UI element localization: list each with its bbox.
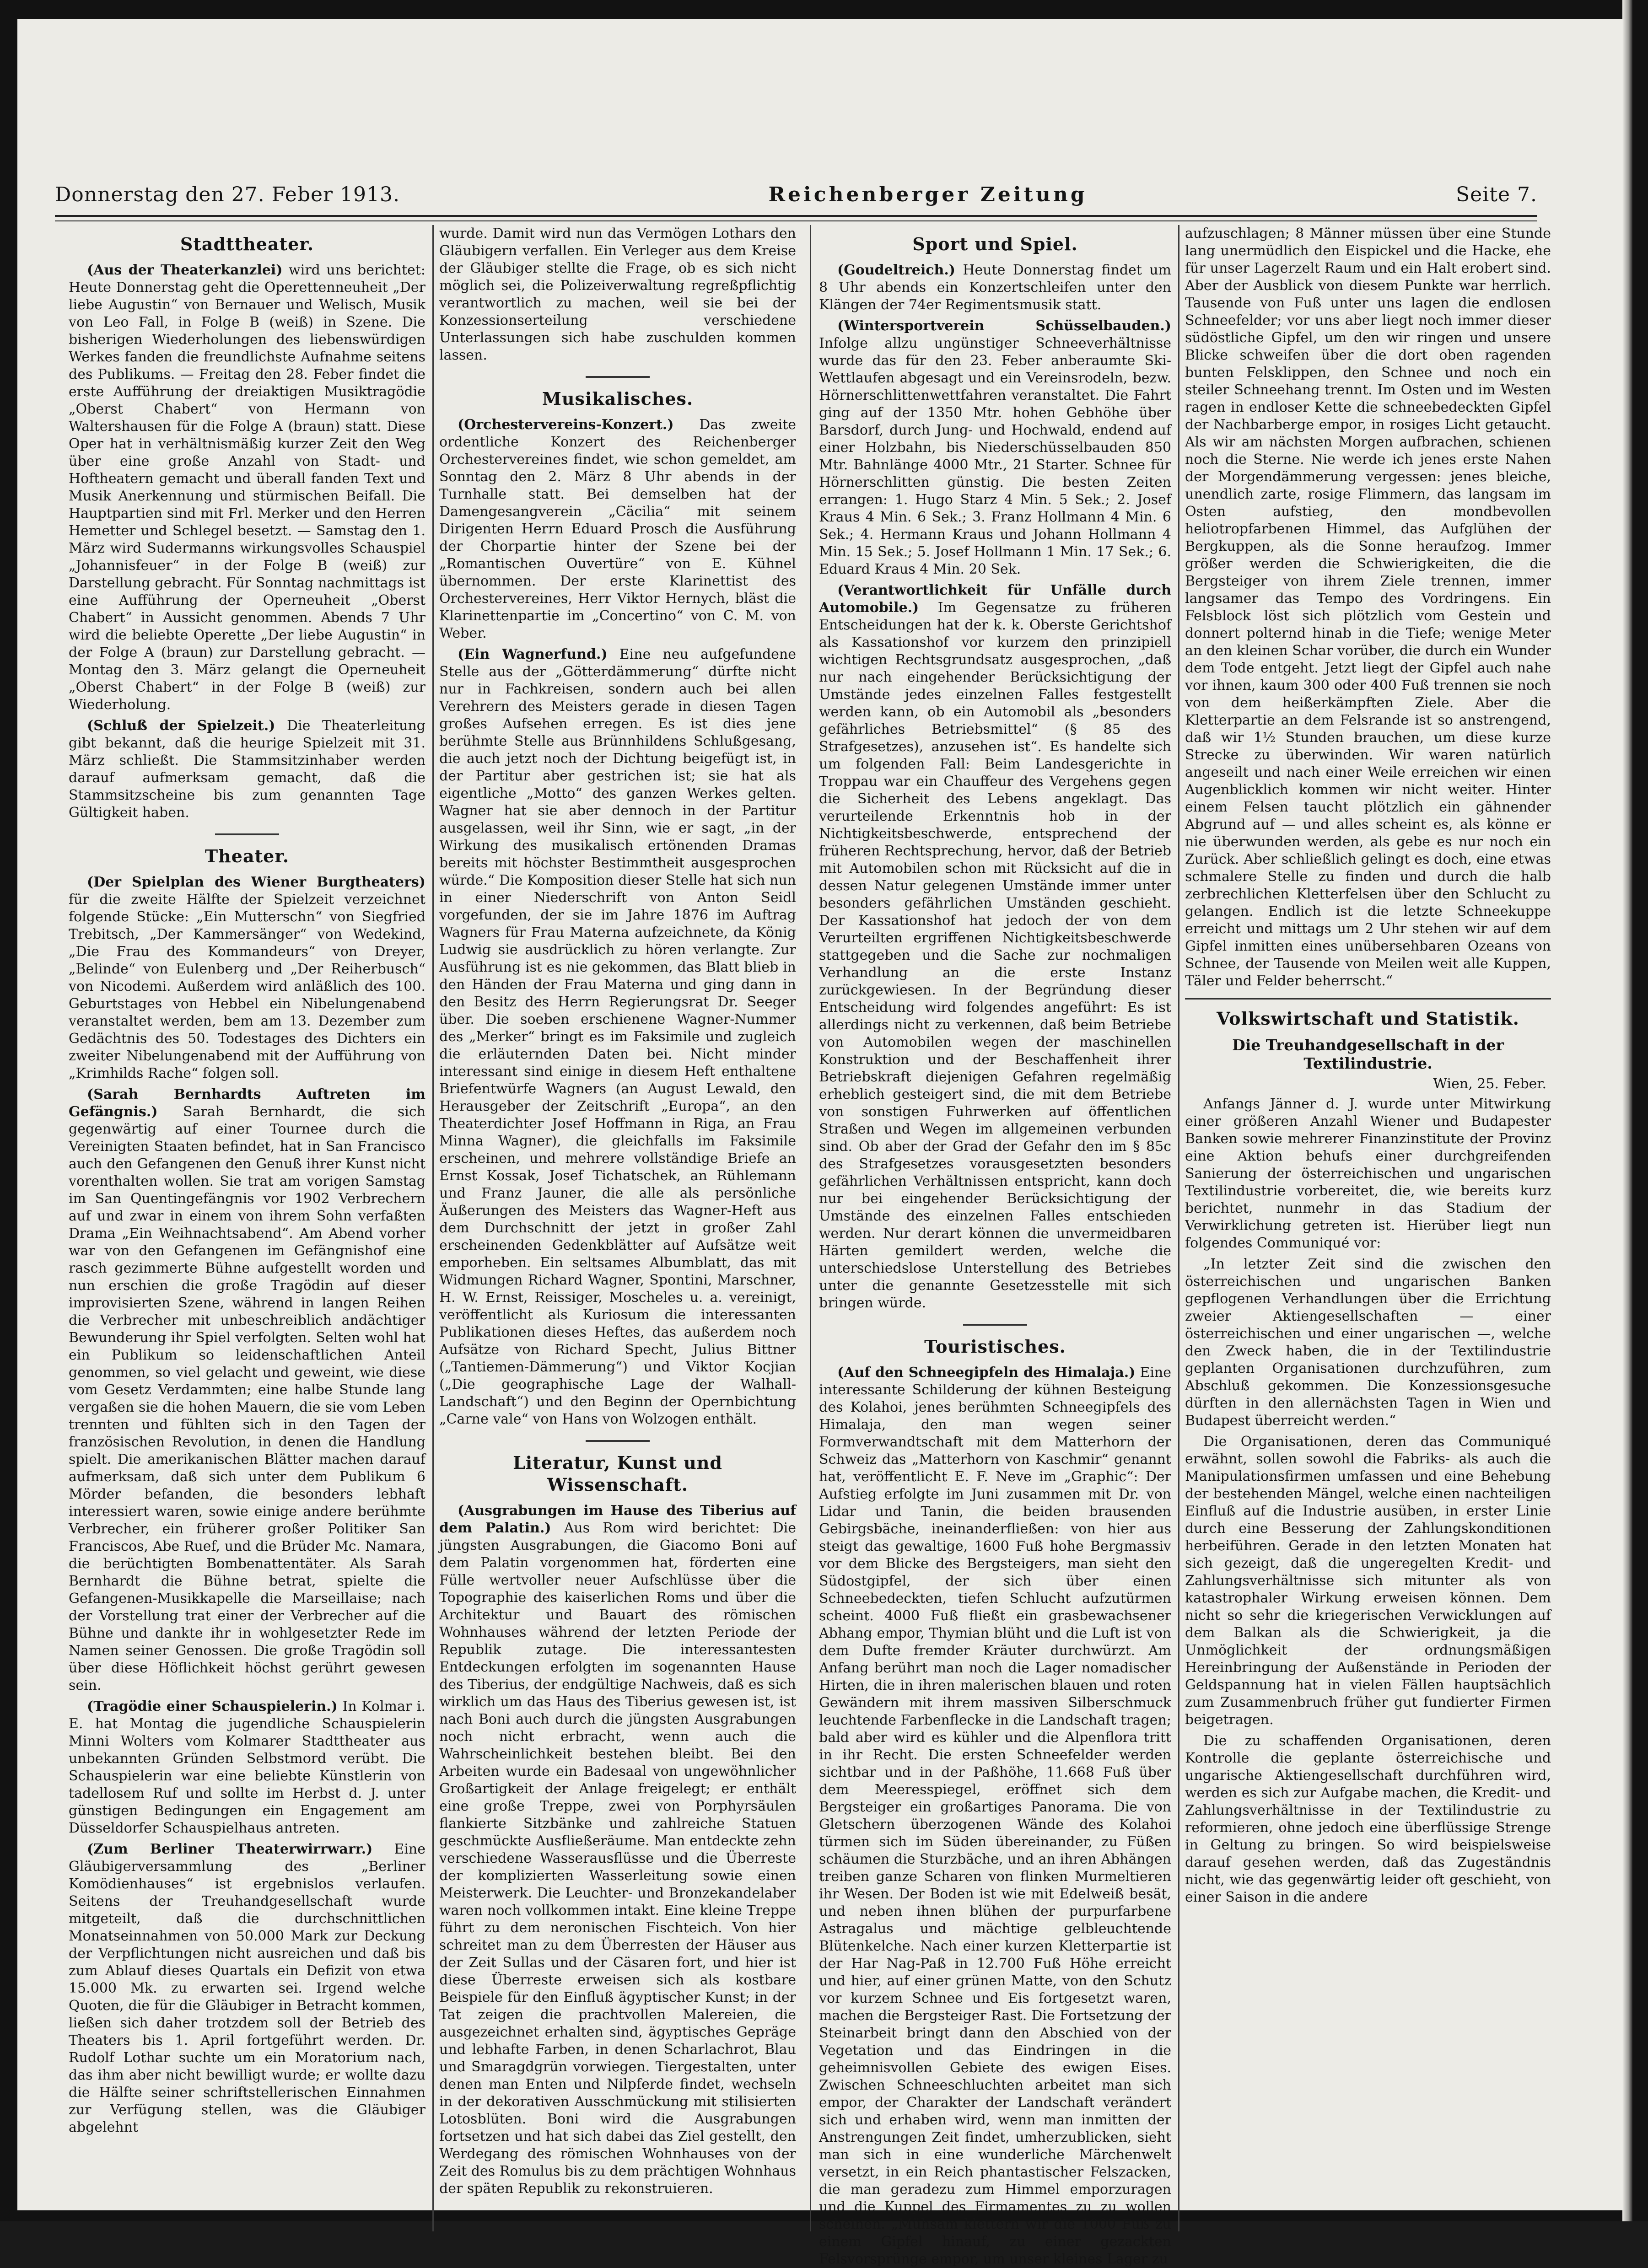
article-paragraph [819,262,1171,314]
article-text: aufzuschlagen; 8 Männer müssen über eine Stunde lang unermüdlich den Eispickel und die Hacke, ehe für unser Lagerzelt Raum und ein Halt erobert sind. Aber der Ausblick von diesem Punkte war herrlich. Tausende von Fuß unter uns lagen die endlosen Schneefelder; vor uns aber liegt noch immer dieser südöstliche Gipfel, um den wir ringen und unsere Blicke schweifen über die dort oben ragenden bunten Felsklippen, den Schnee und noch ein steiler Schneehang trennt. Im Osten und im Westen ragen in endloser Kette die schneebedeckten Gipfel der Nachbarberge empor, in rosiges Licht getaucht. Als wir am nächsten Morgen aufbrachen, schienen noch die Sterne. Nie werde ich jenes erste Nahen der Morgendämmerung vergessen: jenes bleiche, unendlich zarte, rosige Flimmern, das langsam im Osten aufstieg, den mondbevollen heliotropfarbenen Himmel, das Aufglühen der Bergkuppen, als die Sonne heraufzog. Immer größer werden die Schwierigkeiten, die die Bergsteiger von ihrem Ziele trennen, immer langsamer das Tempo des Vordringens. Ein Felsblock löst sich plötzlich vom Gestein und donnert polternd hinab in die Tiefe; wenige Meter an den kleinen Schar vorüber, die durch ein Wunder dem Tode entgeht. Jetzt liegt der Gipfel auch nahe vor ihnen, kaum 300 oder 400 Fuß trennen sie noch von dem heißerkämpften Ziele. Aber die Kletterpartie an dem Felsrande ist so anstrengend, daß wir 1½ Stunden brauchen, um diese kurze Strecke zu überwinden. Wir waren natürlich angeseilt und nach einer Weile erreichen wir einen Augenblicklich kommen wir nicht weiter. Hinter einem Felsen taucht plötzlich ein gähnender Abgrund auf — und alles scheint es, als könne er nie überwunden werden, als gebe es nur noch ein Zurück. Aber schließlich gelingt es doch, eine etwas schmalere Stelle zu finden und durch die halb zerbrechlichen Kletterfelsen über den Schlucht zu gelangen. Endlich ist die letzte Schneekuppe erreicht und mittags um 2 Uhr stehen wir auf dem Gipfel inmitten eines unübersehbaren Ozeans von Schnee, der Tausende von Meilen weit alle Kuppen, Täler und Felder beherrscht.“ [1185,226,1551,989]
article-kicker: (Zum Berliner Theaterwirrwarr.) [87,1841,373,1857]
article-kicker: (Tragödie einer Schauspielerin.) [87,1698,338,1714]
column-divider [1178,225,1179,2231]
section-title-sport: Sport und Spiel. [912,234,1078,254]
article-text: Im Gegensatze zu früheren Entscheidungen hat der k. k. Oberste Gerichtshof als Kassationshof vor kurzem den prinzipiell wichtigen Rechtsgrundsatz ausgesprochen, „daß nur nach eingehender Berücksichtigung der Umstände jedes einzelnen Falles festgestellt werden kann, ob ein Automobil als „besonders gefährliches Betriebsmittel“ (§ 85 des Strafgesetzes), anzusehen ist“. Es handelte sich um folgenden Fall: Beim Landesgerichte in Troppau war ein Chauffeur des Vergehens gegen die Sicherheit des Lebens angeklagt. Das verurteilende Erkenntnis hob in der Nichtigkeitsbeschwerde, entsprechend der früheren Rechtsprechung, hervor, daß der Betrieb mit Automobilen schon mit Rücksicht auf die in dessen Natur gelegenen Umstände immer unter besonders gefährlichen Umständen geschieht. Der Kassationshof hat jedoch der von dem Verurteilten ergriffenen Nichtigkeitsbeschwerde stattgegeben und die Sache zur nochmaligen Verhandlung an die erste Instanz zurückgewiesen. In der Begründung dieser Entscheidung wird folgendes angeführt: Es ist allerdings nicht zu verkennen, daß beim Betriebe von Automobilen wegen der maschinellen Konstruktion und der Beschaffenheit ihrer Betriebskraft diejenigen Gefahren regelmäßig erheblich gesteigert sind, die mit dem Betriebe von sonstigen Fuhrwerken auf öffentlichen Straßen und Wegen im allgemeinen verbunden sind. Ob aber der Grad der Gefahr den im § 85c des Strafgesetzes vorausgesetzten besonders gefährlichen Verhältnissen entspricht, kann doch nur bei eingehender Berücksichtigung der Umstände des einzelnen Falles entschieden werden. Nur derart können die unvermeidbaren Härten gemildert werden, welche die unterschiedslose Unterstellung des Betriebes unter die genannte Gesetzesstelle mit sich bringen würde. [819,600,1171,1311]
article-paragraph [69,874,425,1082]
column-4 [1185,225,1551,2227]
article-paragraph [439,646,796,1428]
article-text: wurde. Damit wird nun das Vermögen Lothars den Gläubigern verfallen. Ein Verleger aus dem Kreise der Gläubiger stellte die Frage, ob es sich nicht möglich sei, die Polizeiverwaltung regreßpflichtig verantwortlich zu machen, weil sie bei der Konzessionserteilung verschiedene Unterlassungen sich habe zuschulden kommen lassen. [439,226,796,363]
header-page-number: Seite 7. [1456,183,1537,206]
header-rule [55,215,1537,221]
article-text: für die zweite Hälfte der Spielzeit verzeichnet folgende Stücke: „Ein Mutterschn“ von Siegfried Trebitsch, „Der Kammersänger“ von Wedekind, „Die Frau des Kommandeurs“ von Dreyer, „Belinde“ von Eulenberg und „Der Reiherbusch“ von Nicodemi. Außerdem wird anläßlich des 100. Geburtstages von Hebbel ein Nibelungenabend veranstaltet werden, bem am 13. Dezember zum Gedächtnis des 50. Todestages des Dichters ein zweiter Nibelungenabend mit der Aufführung von „Krimhilds Rache“ folgen soll. [69,892,425,1081]
article-text: Anfangs Jänner d. J. wurde unter Mitwirkung einer größeren Anzahl Wiener und Budapester Banken sowie mehrerer Finanzinstitute der Provinz eine Aktion behufs einer durchgreifenden Sanierung der österreichischen und ungarischen Textilindustrie vorbereitet, die, wie bereits kurz berichtet, nunmehr in das Stadium der Verwirklichung getreten ist. Hierüber liegt nun folgendes Communiqué vor: [1185,1096,1551,1251]
article-kicker: (Sarah Bernhardts Auftreten im Gefängnis.) [69,1086,425,1120]
article-paragraph [439,1502,796,2198]
article-paragraph [819,582,1171,1312]
article-paragraph [439,225,796,364]
column-divider [432,225,434,2231]
article-paragraph [69,1698,425,1837]
article-text: In Kolmar i. E. hat Montag die jugendliche Schauspielerin Minni Wolters vom Kolmarer Stadttheater aus unbekannten Gründen Selbstmord verübt. Die Schauspielerin war eine beliebte Künstlerin von tadellosem Ruf und sollte im Herbst d. J. unter günstigen Bedingungen ein Engagement am Düsseldorfer Schauspielhaus antreten. [69,1698,425,1836]
column-2 [439,225,796,2227]
section-title-volkswirtschaft: Volkswirtschaft und Statistik. [1217,1008,1519,1029]
article-kicker: (Aus der Theaterkanzlei) [87,262,283,278]
article-kicker: (Goudeltreich.) [837,262,955,278]
article-text: Heute Donnerstag findet um 8 Uhr abends ein Konzertschleifen unter den Klängen der 74er Regimentsmusik statt. [819,262,1171,313]
article-kicker: (Wintersportverein Schüsselbauden.) [837,318,1171,334]
header-masthead: Reichenberger Zeitung [768,183,1088,206]
article-paragraph [819,317,1171,578]
section-title-musikalisches: Musikalisches. [542,388,694,409]
article-subtitle: Die Treuhandgesellschaft in der Textilindustrie. [1232,1036,1504,1072]
article-text: Infolge allzu ungünstiger Schneeverhältnisse wurde das für den 23. Feber anberaumte Ski-Wettlaufen abgesagt und ein Vereinsrodeln, bezw. Hörnerschlittenwettfahren veranstaltet. Die Fahrt ging auf der 1350 Mtr. hohen Gebhöhe über Barsdorf, durch Jung- und Hochwald, endend auf einer Holzbahn, bis Niederschüsselbauden 850 Mtr. Bahnlänge 4000 Mtr., 21 Starter. Schnee für Hörnerschlitten günstig. Die besten Zeiten errangen: 1. Hugo Starz 4 Min. 5 Sek.; 2. Josef Kraus 4 Min. 6 Sek.; 3. Franz Hollmann 4 Min. 6 Sek.; 4. Hermann Kraus und Johann Hollmann 4 Min. 15 Sek.; 5. Josef Hollmann 1 Min. 17 Sek.; 6. Eduard Kraus 4 Min. 20 Sek. [819,335,1171,577]
article-paragraph [69,262,425,714]
section-title-touristisches: Touristisches. [924,1336,1066,1357]
section-separator [215,833,279,835]
article-text: „In letzter Zeit sind die zwischen den österreichischen und ungarischen Banken gepflogenen Verhandlungen über die Errichtung zweier Aktiengesellschaften — einer österreichischen und einer ungarischen —, welche den Zweck haben, die in der Textilindustrie geplanten Organisationen durchzuführen, zum Abschluß gekommen. Die Konzessionsgesuche dürften in den allernächsten Tagen in Wien und Budapest überreicht werden.“ [1185,1256,1551,1429]
page-header [55,183,1537,210]
article-paragraph [69,717,425,822]
section-separator [586,376,650,378]
article-paragraph [439,416,796,642]
article-kicker: (Verantwortlichkeit für Unfälle durch Automobile.) [819,582,1171,616]
section-title-stadttheater: Stadttheater. [180,234,314,254]
article-paragraph [1185,1096,1551,1252]
column-1 [69,225,425,2227]
article-kicker: (Orchestervereins-Konzert.) [458,417,674,433]
article-text: Eine interessante Schilderung der kühnen Besteigung des Kolahoi, jenes berühmten Schneegipfels des Himalaja, den man wegen seiner Formverwandtschaft mit dem Matterhorn der Schweiz das „Matterhorn von Kaschmir“ genannt hat, veröffentlicht E. F. Neve im „Graphic“: Der Aufstieg erfolgte im Juni zusammen mit Dr. von Lidar und Tanin, die beiden brausenden Gebirgsbäche, ineinanderfließen: von hier aus steigt das gewaltige, 1600 Fuß hohe Bergmassiv vor dem Blicke des Bergsteigers, man sieht den Südostgipfel, der sich über einen Schneebedeckten, tiefen Schlucht aufzutürmen scheint. 4000 Fuß fließt ein grasbewachsener Abhang empor, Thymian blüht und die Luft ist von dem Dufte fremder Kräuter durchwürzt. Am Anfang berührt man noch die Lager nomadischer Hirten, die in ihren malerischen blauen und roten Gewändern mit ihrem massiven Silberschmuck leuchtende Farbenflecke in die Landschaft tragen; bald aber wird es kühler und die Alpenflora tritt in ihr Recht. Die ersten Schneefelder werden sichtbar und in der Paßhöhe, 11.668 Fuß über dem Meeresspiegel, eröffnet sich dem Bergsteiger ein großartiges Panorama. Die von Gletschern überzogenen Wände des Kolahoi türmen sich im Süden übereinander, zu Füßen schäumen die Sturzbäche, und an ihren Abhängen treiben ganze Scharen von flinken Murmeltieren ihr Wesen. Der Boden ist wie mit Edelweiß besät, und neben ihnen blühen der purpurfarbene Astragalus und mächtige gelbleuchtende Blütenkelche. Nach einer kurzen Kletterpartie ist der Har Nag-Paß in 12.700 Fuß Höhe erreicht und hier, auf einer grünen Matte, von den Schutz vor kurzem Schnee und Eis fortgesetzt waren, machen die Bergsteiger Rast. Die Fortsetzung der Steinarbeit bringt dann den Abschied von der Vegetation und das Eindringen in die geheimnisvollen Gebiete des ewigen Eises. Zwischen Schneeschluchten arbeitet man sich empor, der Charakter der Landschaft verändert sich und erhaben wird, wenn man inmitten der Anstrengungen Zeit findet, umherzublicken, sieht man sich in eine wunderliche Märchenwelt versetzt, in ein Reich phantastischer Felszacken, die man geradezu zum Himmel emporzuragen und die Kuppel des Firmamentes zu zu wollen scheinen. „Mühsam klettern wir die 1000 Fuß zu einem Gipfel hinauf, zu einer gezackten Felsvorsprünge empor, um unser kleines Lager zu [819,1365,1171,2267]
column-3 [819,225,1171,2267]
column-divider [810,225,811,2231]
article-kicker: (Auf den Schneegipfeln des Himalaja.) [837,1365,1136,1381]
article-kicker: (Ein Wagnerfund.) [458,646,608,662]
article-paragraph [69,1086,425,1694]
section-separator [586,1440,650,1442]
article-paragraph [819,1364,1171,2268]
article-text: Das zweite ordentliche Konzert des Reichenberger Orchestervereines findet, wie schon gemeldet, am Sonntag den 2. März 8 Uhr abends in der Turnhalle statt. Bei demselben hat der Damengesangverein „Cäcilia“ mit seinem Dirigenten Herrn Eduard Prosch die Ausführung der Chorpartie hinter der Szene bei der „Romantischen Ouvertüre“ von E. Kühnel übernommen. Der erste Klarinettist des Orchestervereines, Herr Viktor Hernych, bläst die Klarinettenpartie im „Concertino“ von C. M. von Weber. [439,417,796,641]
article-kicker: (Ausgrabungen im Hause des Tiberius auf dem Palatin.) [439,1503,796,1536]
article-paragraph [1185,1732,1551,1906]
article-text: Sarah Bernhardt, die sich gegenwärtig auf einer Tournee durch die Vereinigten Staaten befindet, hat in San Francisco auch den Gefangenen den Genuß ihrer Kunst nicht vorenthalten wollen. Sie trat am vorigen Samstag im San Quentingefängnis vor 1902 Verbrechern auf und zwar in einem von ihrem Sohn verfaßten Drama „Ein Weihnachtsabend“. Am Abend vorher war von den Gefangenen im Gefängnishof eine rasch gezimmerte Bühne aufgestellt worden und nun erschien die große Tragödin auf dieser improvisierten Szene, während in langen Reihen die Verbrecher mit unbeschreiblich andächtiger Bewunderung ihr Spiel verfolgten. Selten wohl hat ein Publikum so leidenschaftlichen Anteil genommen, so viel gelacht und geweint, wie diese vom Gesetz Verdammten; eine halbe Stunde lang vergaßen sie die hohen Mauern, die sie vom Leben trennten und fühlten sich in den Tagen der französischen Revolution, in denen die Handlung spielt. Die amerikanischen Blätter machen darauf aufmerksam, daß sich unter dem Publikum 6 Mörder befanden, die besonders lebhaft interessiert waren, sowie einige andere berühmte Verbrecher, ein früherer großer Politiker San Franciscos, Abe Ruef, und die Brüder Mc. Namara, die berüchtigten Bombenattentäter. Als Sarah Bernhardt die Bühne betrat, spielte die Gefangenen-Musikkapelle die Marseillaise; nach der Vorstellung trat einer der Verbrecher auf die Bühne und dankte ihr in wohlgesetzter Rede im Namen seiner Genossen. Die große Tragödin soll über diese Höflichkeit höchst gerührt gewesen sein. [69,1104,425,1693]
article-kicker: (Der Spielplan des Wiener Burgtheaters) [87,874,425,890]
article-dateline: Wien, 25. Feber. [1433,1076,1546,1092]
header-date: Donnerstag den 27. Feber 1913. [55,183,400,206]
article-text: Die Theaterleitung gibt bekannt, daß die heurige Spielzeit mit 31. März schließt. Die Stammsitzinhaber werden darauf aufmerksam gemacht, daß die Stammsitzscheine bis zum genannten Tage Gültigkeit haben. [69,718,425,821]
section-title-theater: Theater. [205,846,290,866]
article-paragraph [1185,1433,1551,1729]
article-text: Die Organisationen, deren das Communiqué erwähnt, sollen sowohl die Fabriks- als auch die Manipulationsfirmen umfassen und eine Behebung der bestehenden Mängel, welche einen nachteiligen Einfluß auf die Industrie ausüben, in erster Linie durch eine Besserung der Zahlungskonditionen herbeiführen. Gerade in den letzten Monaten hat sich gezeigt, daß die ungeregelten Kredit- und Zahlungsverhältnisse sich mitunter als von katastrophaler Wirkung erweisen können. Dem nicht so sehr die kriegerischen Verwicklungen auf dem Balkan als die Schwierigkeit, ja die Unmöglichkeit der ordnungsmäßigen Hereinbringung der Außenstände in Perioden der Geldspannung hat in vielen Fällen hauptsächlich zum Zusammenbruch früher gut fundierter Firmen beigetragen. [1185,1434,1551,1728]
page-edge-shadow [1622,0,1632,2221]
article-text: Eine Gläubigerversammlung des „Berliner Komödienhauses“ ist ergebnislos verlaufen. Seitens der Treuhandgesellschaft wurde mitgeteilt, daß die durchschnittlichen Monatseinnahmen von 50.000 Mark zur Deckung der Verpflichtungen nicht ausreichen und daß bis zum Ablauf dieses Quartals ein Defizit von etwa 15.000 Mk. zu erwarten sei. Irgend welche Quoten, die für die Gläubiger in Betracht kommen, ließen sich daher trotzdem soll der Betrieb des Theaters bis 1. April fortgeführt werden. Dr. Rudolf Lothar suchte um ein Moratorium nach, das ihm aber nicht bewilligt wurde; er wollte dazu die Hälfte seiner schriftstellerischen Einnahmen zur Verfügung stellen, was die Gläubiger abgelehnt [69,1841,425,2135]
article-paragraph [1185,225,1551,990]
article-text: Eine neu aufgefundene Stelle aus der „Götterdämmerung“ dürfte nicht nur in Fachkreisen, sondern auch bei allen Verehrern des Meisters gerade in diesen Tagen großes Aufsehen erregen. Es ist dies jene berühmte Stelle aus Brünnhildens Schlußgesang, die auch jetzt noch der Dichtung beigefügt ist, in der Partitur aber gestrichen ist; sie hat als eigentliche „Motto“ des ganzen Werkes gelten. Wagner hat sie aber dennoch in der Partitur ausgelassen, weil ihr Sinn, wie er sagt, „in der Wirkung des musikalisch ertönenden Dramas bereits mit höchster Bestimmtheit ausgesprochen würde.“ Die Komposition dieser Stelle hat sich nun in einer Niederschrift von Anton Seidl vorgefunden, der sie im Jahre 1876 im Auftrag Wagners für Frau Materna aufzeichnete, da König Ludwig sie ausdrücklich zu hören verlangte. Zur Ausführung ist es nie gekommen, das Blatt blieb in den Händen der Frau Materna und ging dann in den Besitz des Herrn Regierungsrat Dr. Seeger über. Die soeben erschienene Wagner-Nummer des „Merker“ bringt es im Faksimile und zugleich die erläuternden Daten bei. Nicht minder interessant sind einige in diesem Heft enthaltene Briefentwürfe Wagners (an August Lewald, den Herausgeber der Zeitschrift „Europa“, an den Theaterdichter Josef Hoffmann in Riga, an Frau Minna Wagner), die gleichfalls im Faksimile erscheinen, und mehrere vollständige Briefe an Ernst Kossak, Josef Tichatschek, an Rühlemann und Franz Jauner, die alle als persönliche Äußerungen des Meisters das Wagner-Heft aus dem Durchschnitt der jetzt in großer Zahl erscheinenden Gedenkblätter auf Aufsätze weit emporheben. Ein seltsames Albumblatt, das mit Widmungen Richard Wagner, Spontini, Marschner, H. W. Ernst, Reissiger, Moscheles u. a. vereinigt, veröffentlicht als Kuriosum die interessanten Publikationen dieses Heftes, das außerdem noch Aufsätze von Richard Specht, Julius Bittner („Tantiemen-Dämmerung“) und Viktor Kocjian („Die geographische Lage der Walhall-Landschaft“) und den Beginn der Opernbichtung „Carne vale“ von Hans von Wolzogen enthält. [439,646,796,1427]
article-text: Die zu schaffenden Organisationen, deren Kontrolle die geplante österreichische und ungarische Aktiengesellschaft durchführen wird, werden es sich zur Aufgabe machen, die Kredit- und Zahlungsverhältnisse in der Textilindustrie zu reformieren, ohne jedoch eine überflüssige Strenge in Geltung zu bringen. So wird beispielsweise darauf gesehen werden, daß das Zugeständnis nicht, wie das gegenwärtig leider oft geschieht, von einer Saison in die andere [1185,1733,1551,1905]
section-title-literatur: Literatur, Kunst und Wissenschaft. [513,1452,722,1495]
article-text: Aus Rom wird berichtet: Die jüngsten Ausgrabungen, die Giacomo Boni auf dem Palatin vorgenommen hat, förderten eine Fülle wertvoller neuer Aufschlüsse über die Topographie des kaiserlichen Roms und über die Architektur und Bauart des römischen Wohnhauses während der letzten Periode der Republik zutage. Die interessantesten Entdeckungen erfolgten im sogenannten Hause des Tiberius, der endgültige Nachweis, daß es sich wirklich um das Haus des Tiberius gewesen ist, ist nach Boni auch durch die jüngsten Ausgrabungen noch nicht erbracht, wenn auch die Wahrscheinlichkeit bestehen bleibt. Bei den Arbeiten wurde ein Badesaal von ungewöhnlicher Großartigkeit der Anlage freigelegt; er enthält eine große Treppe, zwei von Porphyrsäulen flankierte Sitzbänke und zahlreiche Statuen geschmückte Ausfließeräume. Man entdeckte zehn verschiedene Wasserausflüsse und die Überreste der komplizierten Wasserleitung sowie einen Meisterwerk. Die Leuchter- und Bronzekandelaber waren noch vollkommen intakt. Eine kleine Treppe führt zu dem neronischen Fischteich. Von hier schreitet man zu dem Überresten der Häuser aus der Zeit Sullas und der Cäsaren fort, und hier ist diese Überreste erweisen sich als kostbare Beispiele für den Einfluß ägyptischer Kunst; in der Tat zeigen die prachtvollen Malereien, die ausgezeichnet erhalten sind, ägyptisches Gepräge und lebhafte Farben, in denen Scharlachrot, Blau und Smaragdgrün vorwiegen. Tiergestalten, unter denen man Enten und Nilpferde findet, wechseln in der dekorativen Ausschmückung mit stilisierten Lotosblüten. Boni wird die Ausgrabungen fortsetzen und hat sich dabei das Ziel gestellt, den Werdegang des römischen Wohnhauses von der Zeit des Romulus bis zu dem prächtigen Wohnhaus der späten Republik zu rekonstruieren. [439,1520,796,2197]
article-text: wird uns berichtet: Heute Donnerstag geht die Operettenneuheit „Der liebe Augustin“ von Bernauer und Welisch, Musik von Leo Fall, in Folge B (weiß) in Szene. Die bisherigen Wiederholungen des liebenswürdigen Werkes fanden die freundlichste Aufnahme seitens des Publikums. — Freitag den 28. Feber findet die erste Aufführung der dreiaktigen Musiktragödie „Oberst Chabert“ von Hermann von Waltershausen für die Folge A (braun) statt. Diese Oper hat in verhältnismäßig kurzer Zeit den Weg über eine große Anzahl von Stadt- und Hoftheatern gemacht und überall fanden Text und Musik Anerkennung und stürmischen Beifall. Die Hauptpartien sind mit Frl. Merker und den Herren Hemetter und Schlegel besetzt. — Samstag den 1. März wird Sudermanns wirkungsvolles Schauspiel „Johannisfeuer“ in der Folge B (weiß) zur Darstellung gebracht. Für Sonntag nachmittags ist eine Aufführung der Operneuheit „Oberst Chabert“ in Aussicht genommen. Abends 7 Uhr wird die beliebte Operette „Der liebe Augustin“ in der Folge A (braun) zur Darstellung gebracht. — Montag den 3. März gelangt die Operneuheit „Oberst Chabert“ in der Folge B (weiß) zur Wiederholung. [69,262,425,713]
section-separator [1185,998,1551,1000]
article-paragraph [69,1841,425,2136]
section-separator [963,1324,1027,1326]
article-kicker: (Schluß der Spielzeit.) [87,718,275,734]
article-paragraph [1185,1256,1551,1430]
